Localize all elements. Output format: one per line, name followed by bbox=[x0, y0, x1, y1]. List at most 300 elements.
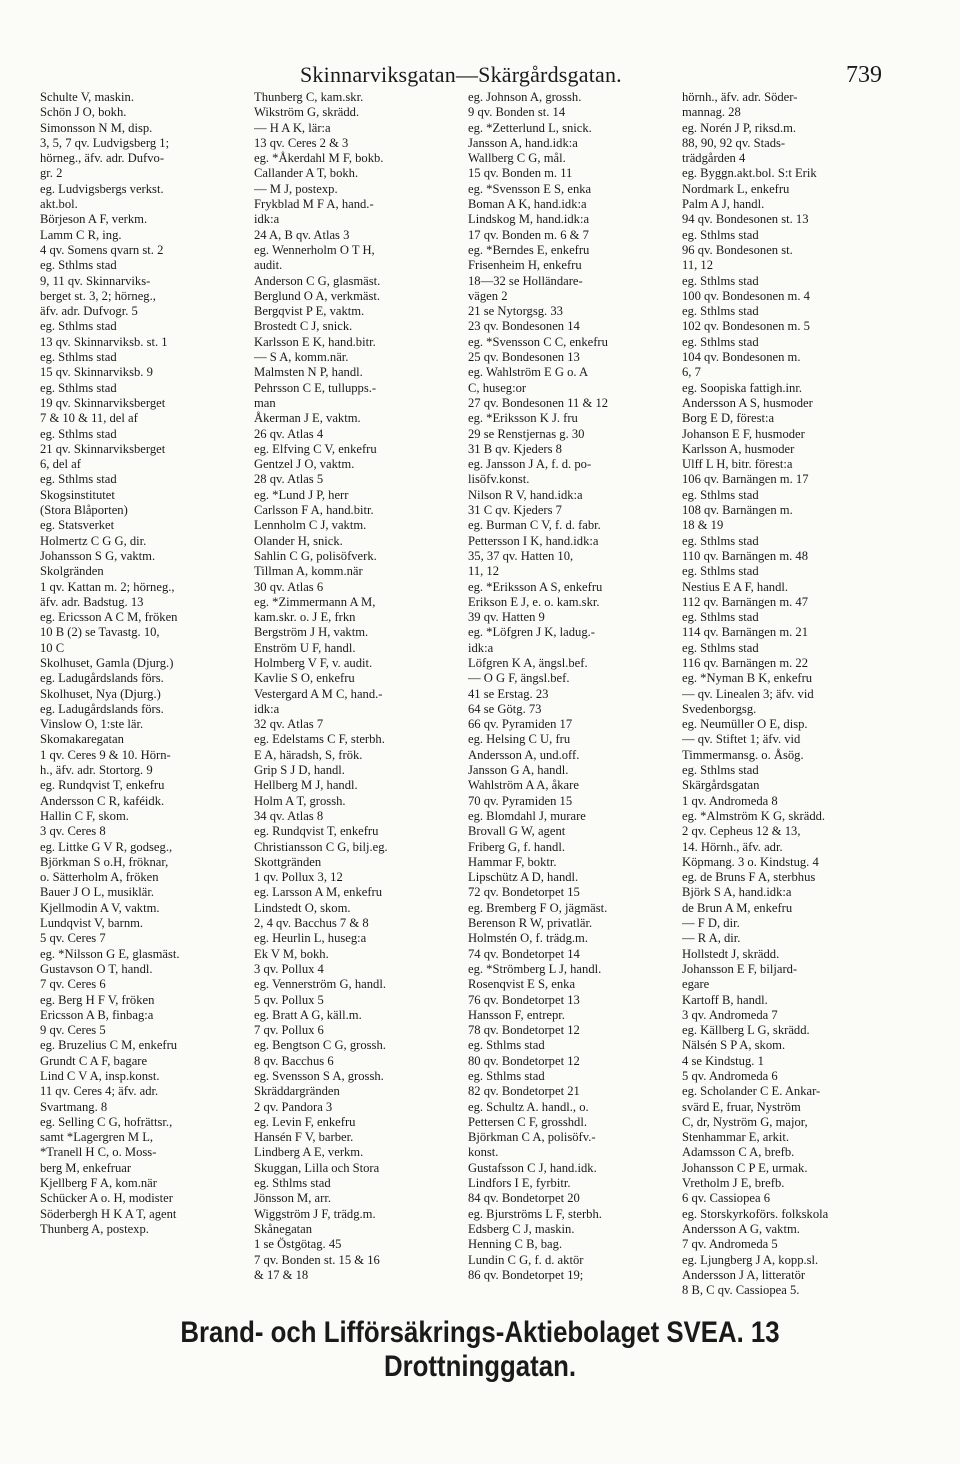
directory-entry-line: Edsberg C J, maskin. bbox=[468, 1221, 575, 1236]
directory-entry-line: 26 qv. Atlas 4 bbox=[254, 426, 324, 441]
directory-entry-line: eg. Burman C V, f. d. fabr. bbox=[468, 518, 601, 533]
directory-entry-line: Johansson C P E, urmak. bbox=[682, 1160, 808, 1175]
directory-entry-line: — qv. Linealen 3; äfv. vid bbox=[682, 686, 814, 701]
directory-entry-line: idk:a bbox=[254, 212, 280, 227]
directory-entry-line: Carlsson F A, hand.bitr. bbox=[254, 503, 374, 518]
directory-entry-line: eg. Sthlms stad bbox=[682, 227, 759, 242]
directory-entry-line: Hansén F V, barber. bbox=[254, 1130, 354, 1145]
directory-entry-line: Andersson A S, husmoder bbox=[682, 395, 813, 410]
directory-entry-line: — H A K, lär:a bbox=[254, 120, 331, 135]
directory-entry-line: Nordmark L, enkefru bbox=[682, 181, 790, 196]
directory-entry-line: Lundin C G, f. d. aktör bbox=[468, 1252, 584, 1267]
directory-entry-line: eg. Norén J P, riksd.m. bbox=[682, 120, 797, 135]
directory-entry-line: eg. Sthlms stad bbox=[682, 273, 759, 288]
directory-entry-line: Johansson S G, vaktm. bbox=[40, 548, 156, 563]
directory-entry-line: Wallberg C G, mål. bbox=[468, 151, 566, 166]
directory-entry-line: 15 qv. Bonden m. 11 bbox=[468, 166, 573, 181]
directory-entry-line: eg. *Svensson C C, enkefru bbox=[468, 334, 608, 349]
directory-entry-line: Wiggström J F, trädg.m. bbox=[254, 1206, 376, 1221]
directory-entry-line: 102 qv. Bondesonen m. 5 bbox=[682, 319, 810, 334]
directory-entry-line: 86 qv. Bondetorpet 19; bbox=[468, 1267, 584, 1282]
directory-entry-line: Svartmang. 8 bbox=[40, 1099, 108, 1114]
directory-entry-line: 114 qv. Barnängen m. 21 bbox=[682, 625, 809, 640]
directory-entry-line: eg. de Bruns F A, sterbhus bbox=[682, 870, 816, 885]
directory-entry-line: Björk S A, hand.idk:a bbox=[682, 885, 792, 900]
directory-entry-line: 9 qv. Ceres 5 bbox=[40, 1023, 106, 1038]
directory-entry-line: 1 qv. Andromeda 8 bbox=[682, 793, 778, 808]
directory-entry-line: Malmsten N P, handl. bbox=[254, 365, 363, 380]
directory-entry-line: Holmertz C G G, dir. bbox=[40, 533, 147, 548]
directory-entry-line: 66 qv. Pyramiden 17 bbox=[468, 717, 573, 732]
directory-entry-line: eg. Svensson S A, grossh. bbox=[254, 1069, 384, 1083]
directory-entry-line: Tillman A, komm.när bbox=[254, 564, 363, 579]
directory-entry-line: Lundqvist V, barnm. bbox=[40, 916, 144, 931]
directory-entry-line: 31 B qv. Kjeders 8 bbox=[468, 441, 562, 456]
directory-entry-line: 14. Hörnh., äfv. adr. bbox=[682, 839, 783, 854]
directory-entry-line: 24 A, B qv. Atlas 3 bbox=[254, 227, 350, 242]
directory-entry-line: Skolgränden bbox=[40, 564, 104, 579]
directory-entry-line: Skomakaregatan bbox=[40, 732, 124, 747]
directory-entry-line: eg. Ladugårdslands förs. bbox=[40, 701, 164, 716]
directory-entry-line: eg. *Eriksson A S, enkefru bbox=[468, 579, 603, 594]
directory-entry-line: eg. Bratt A G, käll.m. bbox=[254, 1007, 362, 1022]
column-1 bbox=[40, 90, 246, 1310]
directory-entry-line: eg. Scholander C E. Ankar- bbox=[682, 1084, 821, 1099]
directory-entry-line: Vinslow O, 1:ste lär. bbox=[40, 717, 144, 732]
directory-entry-line: berg M, enkefruar bbox=[40, 1160, 132, 1175]
directory-entry-line: Christiansson C G, bilj.eg. bbox=[254, 839, 388, 854]
directory-entry-line: hörneg., äfv. adr. Dufvo- bbox=[40, 151, 165, 166]
directory-entry-line: Thunberg A, postexp. bbox=[40, 1221, 149, 1236]
directory-entry-line: Holmstén O, f. trädg.m. bbox=[468, 931, 588, 946]
directory-entry-line: eg. Elfving C V, enkefru bbox=[254, 441, 377, 456]
directory-entry-line: 2 qv. Pandora 3 bbox=[254, 1099, 333, 1114]
directory-entry-line: Holmberg V F, v. audit. bbox=[254, 655, 373, 670]
directory-entry-line: Gustavson O T, handl. bbox=[40, 961, 153, 976]
directory-entry-line: eg. *Nilsson G E, glasmäst. bbox=[40, 946, 180, 961]
directory-entry-line: akt.bol. bbox=[40, 197, 78, 212]
directory-entry-line: Lennholm C J, vaktm. bbox=[254, 518, 367, 533]
directory-entry-line: eg. Sthlms stad bbox=[682, 304, 759, 319]
directory-entry-line: Lindstedt O, skom. bbox=[254, 900, 351, 915]
directory-entry-line: Thunberg C, kam.skr. bbox=[254, 90, 364, 104]
directory-entry-line: 11 qv. Ceres 4; äfv. adr. bbox=[40, 1084, 159, 1099]
directory-entry-line: 9 qv. Bonden st. 14 bbox=[468, 105, 566, 120]
directory-entry-line: 4 qv. Somens qvarn st. 2 bbox=[40, 242, 164, 257]
directory-entry-line: Erikson E J, e. o. kam.skr. bbox=[468, 594, 600, 609]
directory-entry-line: Kavlie S O, enkefru bbox=[254, 671, 355, 686]
directory-entry-line: eg. *Svensson E S, enka bbox=[468, 181, 592, 196]
directory-entry-line: 116 qv. Barnängen m. 22 bbox=[682, 655, 809, 670]
directory-entry-line: 21 qv. Skinnarviksberget bbox=[40, 441, 166, 456]
directory-entry-line: Jansson A, hand.idk:a bbox=[468, 135, 578, 150]
directory-entry-line: eg. Bjurströms L F, sterbh. bbox=[468, 1206, 602, 1221]
directory-columns bbox=[40, 90, 920, 1310]
directory-entry-line: 106 qv. Barnängen m. 17 bbox=[682, 472, 809, 487]
directory-entry-line: mannag. 28 bbox=[682, 105, 741, 120]
directory-entry-line: Pettersen C F, grosshdl. bbox=[468, 1114, 587, 1129]
directory-entry-line: idk:a bbox=[254, 701, 280, 716]
directory-entry-line: 8 B, C qv. Cassiopea 5. bbox=[682, 1283, 800, 1298]
directory-entry-line: eg. Sthlms stad bbox=[40, 472, 117, 487]
directory-entry-line: 7 qv. Andromeda 5 bbox=[682, 1237, 778, 1252]
directory-entry-line: Bergström J H, vaktm. bbox=[254, 625, 369, 640]
directory-entry-line: Lamm C R, ing. bbox=[40, 227, 122, 242]
directory-entry-line: Kjellberg F A, kom.när bbox=[40, 1176, 157, 1191]
directory-entry-line: Svedenborgsg. bbox=[682, 701, 757, 716]
directory-entry-line: 5 qv. Ceres 7 bbox=[40, 931, 106, 946]
directory-entry-line: eg. Ludvigsbergs verkst. bbox=[40, 181, 164, 196]
directory-entry-line: 7 qv. Ceres 6 bbox=[40, 977, 106, 992]
directory-entry-line: eg. Blomdahl J, murare bbox=[468, 808, 586, 823]
directory-entry-line: audit. bbox=[254, 258, 283, 273]
directory-entry-line: eg. Soopiska fattigh.inr. bbox=[682, 380, 802, 395]
directory-entry-line: gr. 2 bbox=[40, 166, 63, 181]
directory-entry-line: eg. Berg H F V, fröken bbox=[40, 992, 155, 1007]
directory-entry-line: 72 qv. Bondetorpet 15 bbox=[468, 885, 580, 900]
directory-entry-line: Karlsson E K, hand.bitr. bbox=[254, 334, 376, 349]
directory-entry-line: Vestergard A M C, hand.- bbox=[254, 686, 383, 701]
directory-entry-line: Kartoff B, handl. bbox=[682, 992, 768, 1007]
directory-entry-line: 74 qv. Bondetorpet 14 bbox=[468, 946, 580, 961]
directory-entry-line: eg. Johnson A, grossh. bbox=[468, 90, 582, 104]
directory-entry-line: eg. Bengtson C G, grossh. bbox=[254, 1038, 386, 1053]
directory-entry-line: 18 & 19 bbox=[682, 518, 724, 533]
directory-entry-line: 13 qv. Ceres 2 & 3 bbox=[254, 135, 349, 150]
directory-entry-line: eg. Schultz A. handl., o. bbox=[468, 1099, 589, 1114]
directory-entry-line: eg. *Zimmermann A M, bbox=[254, 594, 376, 609]
directory-entry-line: Johansson E F, biljard- bbox=[682, 961, 798, 976]
directory-entry-line: 96 qv. Bondesonen st. bbox=[682, 242, 793, 257]
directory-entry-line: 1 qv. Ceres 9 & 10. Hörn- bbox=[40, 747, 171, 762]
directory-entry-line: Löfgren K A, ängsl.bef. bbox=[468, 655, 588, 670]
directory-entry-line: eg. Sthlms stad bbox=[40, 380, 117, 395]
directory-entry-line: eg. *Lund J P, herr bbox=[254, 487, 349, 502]
directory-entry-line: Skogsinstitutet bbox=[40, 487, 115, 502]
directory-entry-line: man bbox=[254, 395, 276, 410]
directory-entry-line: 110 qv. Barnängen m. 48 bbox=[682, 548, 809, 563]
directory-entry-line: trädgården 4 bbox=[682, 151, 746, 166]
directory-entry-line: — F D, dir. bbox=[682, 916, 740, 931]
directory-entry-line: Skolhuset, Nya (Djurg.) bbox=[40, 686, 161, 701]
directory-entry-line: 88, 90, 92 qv. Stads- bbox=[682, 135, 786, 150]
directory-entry-line: — qv. Stiftet 1; äfv. vid bbox=[682, 732, 801, 747]
directory-entry-line: *Tranell H C, o. Moss- bbox=[40, 1145, 157, 1160]
directory-entry-line: Berglund O A, verkmäst. bbox=[254, 288, 381, 303]
directory-entry-line: vägen 2 bbox=[468, 288, 508, 303]
directory-entry-line: Hollstedt J, skrädd. bbox=[682, 946, 780, 961]
directory-entry-line: eg. Ljungberg J A, kopp.sl. bbox=[682, 1252, 819, 1267]
directory-entry-line: 7 qv. Bonden st. 15 & 16 bbox=[254, 1252, 380, 1267]
directory-entry-line: Friberg G, f. handl. bbox=[468, 839, 566, 854]
directory-entry-line: lisöfv.konst. bbox=[468, 472, 530, 487]
directory-entry-line: 2 qv. Cepheus 12 & 13, bbox=[682, 824, 801, 839]
directory-entry-line: Ek V M, bokh. bbox=[254, 946, 329, 961]
directory-entry-line: 80 qv. Bondetorpet 12 bbox=[468, 1053, 580, 1068]
directory-entry-line: E A, häradsh, S, frök. bbox=[254, 747, 363, 762]
directory-entry-line: kam.skr. o. J E, frkn bbox=[254, 610, 356, 625]
directory-entry-line: eg. Byggn.akt.bol. S:t Erik bbox=[682, 166, 817, 181]
directory-entry-line: Johanson E F, husmoder bbox=[682, 426, 805, 441]
directory-entry-line: Frykblad M F A, hand.- bbox=[254, 197, 374, 212]
directory-entry-line: Olander H, snick. bbox=[254, 533, 343, 548]
directory-entry-line: eg. Helsing C U, fru bbox=[468, 732, 571, 747]
directory-entry-line: 6, del af bbox=[40, 457, 81, 472]
directory-entry-line: Stenhammar E, arkit. bbox=[682, 1130, 790, 1145]
directory-entry-line: Rosenqvist E S, enka bbox=[468, 977, 576, 992]
directory-entry-line: 108 qv. Barnängen m. bbox=[682, 503, 793, 518]
directory-entry-line: Brovall G W, agent bbox=[468, 824, 566, 839]
directory-entry-line: Palm A J, handl. bbox=[682, 197, 765, 212]
directory-entry-line: Schücker A o. H, modister bbox=[40, 1191, 173, 1206]
directory-entry-line: 6, 7 bbox=[682, 365, 701, 380]
directory-entry-line: Anderson C G, glasmäst. bbox=[254, 273, 381, 288]
directory-entry-line: 78 qv. Bondetorpet 12 bbox=[468, 1023, 580, 1038]
directory-entry-line: Skärgårdsgatan bbox=[682, 778, 760, 793]
directory-entry-line: Andersson J A, litteratör bbox=[682, 1267, 806, 1282]
directory-entry-line: eg. Sthlms stad bbox=[40, 426, 117, 441]
directory-entry-line: Skuggan, Lilla och Stora bbox=[254, 1160, 380, 1175]
directory-entry-line: Henning C B, bag. bbox=[468, 1237, 563, 1252]
directory-entry-line: eg. Edelstams C F, sterbh. bbox=[254, 732, 385, 747]
directory-entry-line: C, huseg:or bbox=[468, 380, 527, 395]
directory-entry-line: Lind C V A, insp.konst. bbox=[40, 1069, 160, 1083]
directory-entry-line: (Stora Blåporten) bbox=[40, 503, 128, 518]
directory-entry-line: Grip S J D, handl. bbox=[254, 763, 345, 778]
directory-entry-line: 9, 11 qv. Skinnarviks- bbox=[40, 273, 151, 288]
directory-entry-line: & 17 & 18 bbox=[254, 1267, 309, 1282]
directory-entry-line: Kjellmodin A V, vaktm. bbox=[40, 900, 160, 915]
directory-entry-line: 41 se Erstag. 23 bbox=[468, 686, 549, 701]
directory-entry-line: 18—32 se Holländare- bbox=[468, 273, 583, 288]
directory-entry-line: 25 qv. Bondesonen 13 bbox=[468, 350, 580, 365]
directory-entry-line: samt *Lagergren M L, bbox=[40, 1130, 154, 1145]
directory-entry-line: Boman A K, hand.idk:a bbox=[468, 197, 587, 212]
directory-entry-line: eg. Wennerholm O T H, bbox=[254, 242, 375, 257]
directory-entry-line: Borg E D, förest:a bbox=[682, 411, 775, 426]
column-3 bbox=[468, 90, 674, 1310]
directory-entry-line: Holm A T, grossh. bbox=[254, 793, 346, 808]
directory-entry-line: 34 qv. Atlas 8 bbox=[254, 808, 324, 823]
directory-entry-line: eg. Rundqvist T, enkefru bbox=[254, 824, 379, 839]
directory-entry-line: eg. Sthlms stad bbox=[682, 640, 759, 655]
directory-entry-line: 35, 37 qv. Hatten 10, bbox=[468, 548, 574, 563]
directory-entry-line: Wahlström A A, åkare bbox=[468, 778, 579, 793]
directory-entry-line: konst. bbox=[468, 1145, 499, 1160]
directory-entry-line: Enström U F, handl. bbox=[254, 640, 356, 655]
directory-entry-line: Björkman C A, polisöfv.- bbox=[468, 1130, 596, 1145]
directory-entry-line: Jönsson M, arr. bbox=[254, 1191, 331, 1206]
directory-entry-line: Nälsén S P A, skom. bbox=[682, 1038, 786, 1053]
directory-entry-line: egare bbox=[682, 977, 710, 992]
directory-entry-line: idk:a bbox=[468, 640, 494, 655]
directory-entry-line: Adamsson C A, brefb. bbox=[682, 1145, 795, 1160]
directory-entry-line: eg. Levin F, enkefru bbox=[254, 1114, 356, 1129]
directory-entry-line: 27 qv. Bondesonen 11 & 12 bbox=[468, 395, 609, 410]
directory-entry-line: svärd E, fruar, Nyström bbox=[682, 1099, 801, 1114]
directory-entry-line: eg. Bruzelius C M, enkefru bbox=[40, 1038, 178, 1053]
directory-entry-line: 5 qv. Pollux 5 bbox=[254, 992, 324, 1007]
directory-entry-line: 3 qv. Andromeda 7 bbox=[682, 1007, 778, 1022]
directory-entry-line: Lindfors I E, fyrbitr. bbox=[468, 1176, 571, 1191]
directory-entry-line: eg. Sthlms stad bbox=[254, 1176, 331, 1191]
directory-entry-line: 100 qv. Bondesonen m. 4 bbox=[682, 288, 810, 303]
directory-entry-line: Andersson A G, vaktm. bbox=[682, 1221, 800, 1236]
directory-entry-line: Skottgränden bbox=[254, 854, 322, 869]
page-number: 739 bbox=[846, 62, 882, 88]
directory-entry-line: Vretholm J E, brefb. bbox=[682, 1176, 785, 1191]
directory-entry-line: eg. Littke G V R, godseg., bbox=[40, 839, 173, 854]
column-2 bbox=[254, 90, 460, 1310]
directory-entry-line: eg. Sthlms stad bbox=[682, 610, 759, 625]
directory-entry-line: — O G F, ängsl.bef. bbox=[468, 671, 570, 686]
directory-entry-line: Björkman S o.H, fröknar, bbox=[40, 854, 169, 869]
directory-entry-line: eg. Sthlms stad bbox=[40, 350, 117, 365]
directory-entry-line: 82 qv. Bondetorpet 21 bbox=[468, 1084, 580, 1099]
directory-entry-line: Brostedt C J, snick. bbox=[254, 319, 353, 334]
directory-entry-line: eg. Larsson A M, enkefru bbox=[254, 885, 383, 900]
directory-entry-line: Frisenheim H, enkefru bbox=[468, 258, 582, 273]
directory-entry-line: eg. *Åkerdahl M F, bokb. bbox=[254, 151, 384, 166]
directory-entry-line: 94 qv. Bondesonen st. 13 bbox=[682, 212, 809, 227]
directory-entry-line: 5 qv. Andromeda 6 bbox=[682, 1069, 778, 1083]
directory-entry-line: Åkerman J E, vaktm. bbox=[254, 411, 361, 426]
column-4 bbox=[682, 90, 920, 1310]
directory-entry-line: Wikström G, skrädd. bbox=[254, 105, 360, 120]
directory-entry-line: 1 qv. Kattan m. 2; hörneg., bbox=[40, 579, 175, 594]
directory-entry-line: Skräddargränden bbox=[254, 1084, 340, 1099]
directory-entry-line: eg. Wahlström E G o. A bbox=[468, 365, 589, 380]
directory-entry-line: 32 qv. Atlas 7 bbox=[254, 717, 324, 732]
directory-entry-line: de Brun A M, enkefru bbox=[682, 900, 793, 915]
directory-entry-line: 11, 12 bbox=[682, 258, 714, 273]
directory-entry-line: Karlsson A, husmoder bbox=[682, 441, 795, 456]
directory-entry-line: 28 qv. Atlas 5 bbox=[254, 472, 324, 487]
directory-entry-line: 104 qv. Bondesonen m. bbox=[682, 350, 801, 365]
directory-entry-line: eg. Sthlms stad bbox=[468, 1038, 545, 1053]
directory-entry-line: Bergqvist P E, vaktm. bbox=[254, 304, 365, 319]
directory-entry-line: 39 qv. Hatten 9 bbox=[468, 610, 545, 625]
directory-entry-line: eg. Källberg L G, skrädd. bbox=[682, 1023, 810, 1038]
directory-entry-line: Andersson C R, kaféidk. bbox=[40, 793, 165, 808]
directory-entry-line: Ulff L H, bitr. förest:a bbox=[682, 457, 793, 472]
directory-entry-line: 84 qv. Bondetorpet 20 bbox=[468, 1191, 580, 1206]
directory-entry-line: Börjeson A F, verkm. bbox=[40, 212, 148, 227]
directory-entry-line: eg. Sthlms stad bbox=[682, 763, 759, 778]
directory-entry-line: Grundt C A F, bagare bbox=[40, 1053, 148, 1068]
directory-entry-line: 1 se Östgötag. 45 bbox=[254, 1237, 342, 1252]
directory-entry-line: Callander A T, bokh. bbox=[254, 166, 359, 181]
directory-entry-line: Lindberg A E, verkm. bbox=[254, 1145, 364, 1160]
advertisement-footer: Brand- och Lifförsäkrings-Aktiebolaget SVEA. 13 Drottninggatan. bbox=[180, 1316, 780, 1383]
directory-entry-line: eg. Sthlms stad bbox=[40, 258, 117, 273]
directory-entry-line: 13 qv. Skinnarviksb. st. 1 bbox=[40, 334, 168, 349]
directory-entry-line: 7 & 10 & 11, del af bbox=[40, 411, 138, 426]
directory-entry-line: eg. Storskyrkoförs. folkskola bbox=[682, 1206, 829, 1221]
directory-entry-line: — S A, komm.när. bbox=[254, 350, 349, 365]
directory-entry-line: 2, 4 qv. Bacchus 7 & 8 bbox=[254, 916, 369, 931]
page-header bbox=[0, 62, 960, 88]
directory-entry-line: 10 B (2) se Tavastg. 10, bbox=[40, 625, 160, 640]
directory-entry-line: 6 qv. Cassiopea 6 bbox=[682, 1191, 771, 1206]
directory-entry-line: 29 se Renstjernas g. 30 bbox=[468, 426, 585, 441]
directory-entry-line: 17 qv. Bonden m. 6 & 7 bbox=[468, 227, 589, 242]
directory-entry-line: eg. *Almström K G, skrädd. bbox=[682, 808, 826, 823]
directory-entry-line: eg. Sthlms stad bbox=[682, 564, 759, 579]
directory-entry-line: eg. Jansson J A, f. d. po- bbox=[468, 457, 592, 472]
directory-entry-line: — R A, dir. bbox=[682, 931, 741, 946]
directory-entry-line: 64 se Götg. 73 bbox=[468, 701, 542, 716]
directory-entry-line: eg. Sthlms stad bbox=[682, 487, 759, 502]
directory-entry-line: Pettersson I K, hand.idk:a bbox=[468, 533, 599, 548]
directory-entry-line: 3, 5, 7 qv. Ludvigsberg 1; bbox=[40, 135, 170, 150]
directory-entry-line: 11, 12 bbox=[468, 564, 500, 579]
directory-entry-line: 3 qv. Ceres 8 bbox=[40, 824, 106, 839]
directory-entry-line: 23 qv. Bondesonen 14 bbox=[468, 319, 580, 334]
directory-entry-line: 3 qv. Pollux 4 bbox=[254, 961, 324, 976]
directory-entry-line: eg. Sthlms stad bbox=[40, 319, 117, 334]
directory-entry-line: Nilson R V, hand.idk:a bbox=[468, 487, 583, 502]
directory-entry-line: eg. Statsverket bbox=[40, 518, 115, 533]
directory-entry-line: eg. Ladugårdslands förs. bbox=[40, 671, 164, 686]
directory-entry-line: 112 qv. Barnängen m. 47 bbox=[682, 594, 809, 609]
directory-entry-line: Hammar F, boktr. bbox=[468, 854, 557, 869]
directory-entry-line: eg. *Zetterlund L, snick. bbox=[468, 120, 592, 135]
directory-entry-line: Andersson A, und.off. bbox=[468, 747, 580, 762]
directory-entry-line: Hallin C F, skom. bbox=[40, 808, 129, 823]
directory-entry-line: 7 qv. Pollux 6 bbox=[254, 1023, 324, 1038]
directory-entry-line: 10 C bbox=[40, 640, 65, 655]
directory-entry-line: Ericsson A B, finbag:a bbox=[40, 1007, 154, 1022]
directory-entry-line: hörnh., äfv. adr. Söder- bbox=[682, 90, 798, 104]
directory-entry-line: Gustafsson C J, hand.idk. bbox=[468, 1160, 597, 1175]
directory-entry-line: Lindskog M, hand.idk:a bbox=[468, 212, 590, 227]
directory-entry-line: eg. *Strömberg L J, handl. bbox=[468, 961, 602, 976]
directory-entry-line: eg. Neumüller O E, disp. bbox=[682, 717, 808, 732]
directory-entry-line: eg. Rundqvist T, enkefru bbox=[40, 778, 165, 793]
directory-entry-line: äfv. adr. Dufvogr. 5 bbox=[40, 304, 138, 319]
directory-entry-line: Nestius E A F, handl. bbox=[682, 579, 789, 594]
directory-entry-line: eg. Bremberg F O, jägmäst. bbox=[468, 900, 608, 915]
directory-entry-line: eg. *Eriksson K J. fru bbox=[468, 411, 578, 426]
directory-entry-line: eg. Vennerström G, handl. bbox=[254, 977, 386, 992]
directory-entry-line: Hansson F, entrepr. bbox=[468, 1007, 565, 1022]
directory-entry-line: eg. *Löfgren J K, ladug.- bbox=[468, 625, 595, 640]
directory-entry-line: äfv. adr. Badstug. 13 bbox=[40, 594, 144, 609]
directory-entry-line: o. Sätterholm A, fröken bbox=[40, 870, 159, 885]
directory-entry-line: Sahlin C G, polisöfverk. bbox=[254, 548, 377, 563]
directory-entry-line: eg. Heurlin L, huseg:a bbox=[254, 931, 367, 946]
directory-entry-line: 19 qv. Skinnarviksberget bbox=[40, 395, 166, 410]
directory-entry-line: Hellberg M J, handl. bbox=[254, 778, 358, 793]
directory-entry-line: 15 qv. Skinnarviksb. 9 bbox=[40, 365, 153, 380]
directory-entry-line: berget st. 3, 2; hörneg., bbox=[40, 288, 156, 303]
directory-entry-line: C, dr, Nyström G, major, bbox=[682, 1114, 808, 1129]
directory-entry-line: 1 qv. Pollux 3, 12 bbox=[254, 870, 343, 885]
directory-entry-line: 4 se Kindstug. 1 bbox=[682, 1053, 764, 1068]
directory-entry-line: 70 qv. Pyramiden 15 bbox=[468, 793, 573, 808]
directory-entry-line: Simonsson N M, disp. bbox=[40, 120, 153, 135]
directory-entry-line: Söderbergh H K A T, agent bbox=[40, 1206, 177, 1221]
directory-entry-line: 30 qv. Atlas 6 bbox=[254, 579, 324, 594]
directory-entry-line: eg. Sthlms stad bbox=[682, 533, 759, 548]
directory-entry-line: eg. Ericsson A C M, fröken bbox=[40, 610, 178, 625]
directory-entry-line: Schön J O, bokh. bbox=[40, 105, 127, 120]
directory-entry-line: 31 C qv. Kjeders 7 bbox=[468, 503, 562, 518]
directory-entry-line: eg. Selling C G, hofrättsr., bbox=[40, 1114, 173, 1129]
directory-entry-line: eg. *Nyman B K, enkefru bbox=[682, 671, 813, 686]
directory-entry-line: Skånegatan bbox=[254, 1221, 313, 1236]
